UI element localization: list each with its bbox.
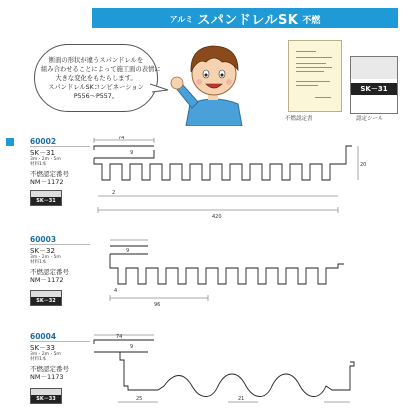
dim-total: 420 bbox=[212, 214, 222, 220]
divider bbox=[30, 146, 90, 147]
product-code: 60002 bbox=[30, 137, 57, 146]
sticker-code: SK－33 bbox=[31, 395, 61, 403]
dim-top-width: 74 bbox=[118, 136, 125, 141]
dim-a: 25 bbox=[136, 396, 143, 402]
divider bbox=[30, 244, 90, 245]
dim-flange: 9 bbox=[130, 344, 134, 350]
fire-cert-label: 不燃認定番号 bbox=[30, 170, 69, 178]
seal-code: SK－31 bbox=[351, 83, 397, 95]
dim-pitch: 4 bbox=[114, 288, 118, 294]
fire-cert-label: 不燃認定番号 bbox=[30, 365, 69, 373]
speech-line: 大きな変化をもたらします。 bbox=[55, 74, 137, 82]
speech-bubble bbox=[34, 44, 161, 112]
product-unit: 材料1本 bbox=[30, 162, 47, 167]
fire-cert-number: NM－1172 bbox=[30, 178, 64, 186]
product-code: 60003 bbox=[30, 235, 57, 244]
product-unit: 材料1本 bbox=[30, 357, 47, 362]
speech-line: スパンドレルSKコンビネーション bbox=[48, 83, 144, 91]
sk32-profile-drawing bbox=[88, 236, 368, 316]
fire-cert-number: NM－1173 bbox=[30, 373, 64, 381]
fire-certificate-image bbox=[288, 40, 342, 112]
page-title: スパンドレルSK bbox=[197, 12, 299, 28]
seal-caption: 認定シール bbox=[356, 116, 384, 122]
product-code: 60004 bbox=[30, 332, 57, 341]
dim-flange: 9 bbox=[130, 150, 134, 156]
boy-illustration-icon bbox=[168, 38, 258, 126]
dim-height: 20 bbox=[360, 162, 367, 168]
product-sticker bbox=[30, 290, 62, 306]
dim-top-width: 74 bbox=[116, 334, 123, 340]
title-banner bbox=[92, 8, 398, 28]
certificate-caption: 不燃認定書 bbox=[285, 116, 313, 122]
product-sticker bbox=[30, 388, 62, 404]
sk33-profile-drawing bbox=[88, 332, 406, 408]
sticker-code: SK－32 bbox=[31, 297, 61, 305]
sk31-profile-drawing bbox=[88, 136, 368, 222]
title-suffix: 不燃 bbox=[302, 15, 321, 26]
fire-cert-number: NM－1172 bbox=[30, 276, 64, 284]
product-lengths: 3m・2m・5m bbox=[30, 157, 61, 162]
speech-line: 組み合わせることによって施工面の表情に bbox=[41, 65, 161, 73]
product-lengths: 3m・2m・5m bbox=[30, 352, 61, 357]
title-prefix: アルミ bbox=[169, 14, 194, 24]
product-model: SK－31 bbox=[30, 149, 55, 157]
fire-cert-label: 不燃認定番号 bbox=[30, 268, 69, 276]
dim-b: 21 bbox=[238, 396, 245, 402]
product-unit: 材料1本 bbox=[30, 260, 47, 265]
product-model: SK－33 bbox=[30, 344, 55, 352]
product-model: SK－32 bbox=[30, 247, 55, 255]
sticker-code: SK－31 bbox=[31, 197, 61, 205]
speech-bubble-tail bbox=[150, 82, 170, 96]
product-lengths: 3m・2m・5m bbox=[30, 255, 61, 260]
product-sticker bbox=[30, 190, 62, 206]
speech-line: 断面の形状が違うスパンドレルを bbox=[48, 56, 144, 64]
dim-total: 96 bbox=[154, 302, 161, 308]
dim-pitch: 2 bbox=[112, 190, 116, 196]
speech-line: P556～P557。 bbox=[73, 92, 119, 100]
dim-flange: 9 bbox=[126, 248, 130, 254]
section-marker-icon bbox=[6, 138, 14, 146]
divider bbox=[30, 341, 90, 342]
certification-seal-image bbox=[350, 56, 398, 114]
